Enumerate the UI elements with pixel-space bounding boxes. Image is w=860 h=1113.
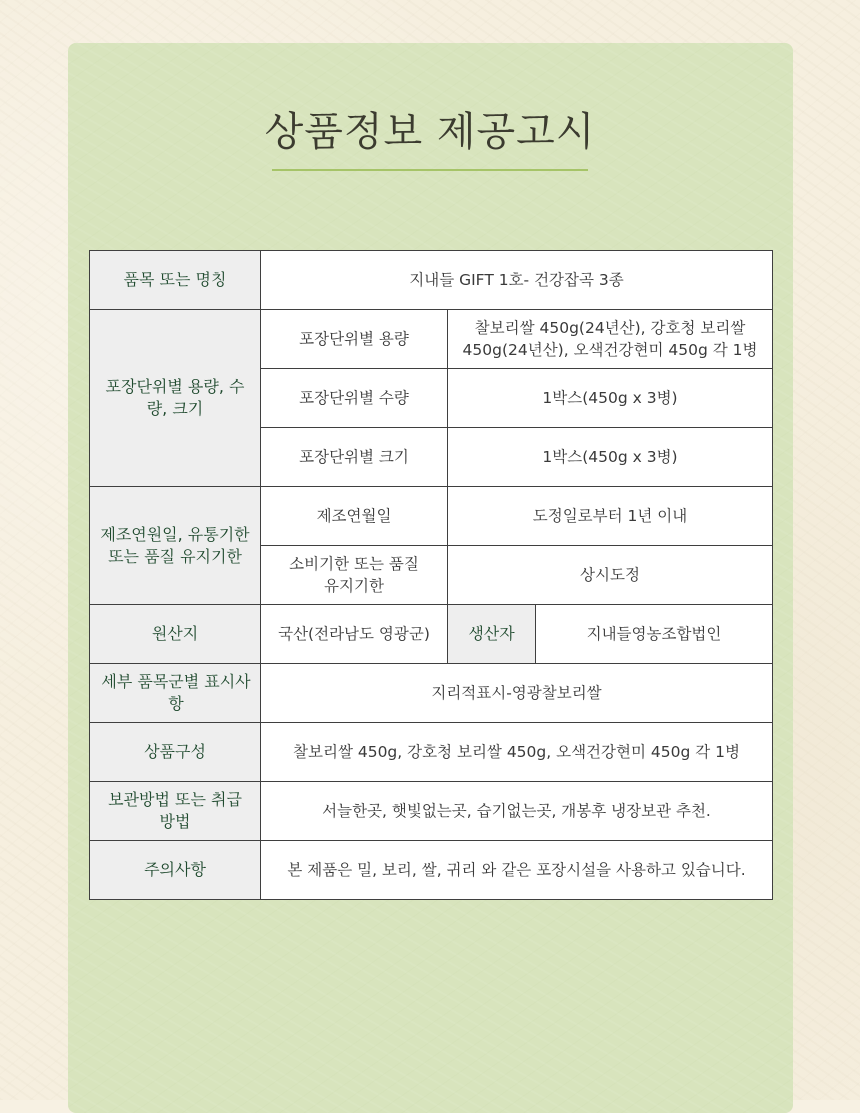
pack-size-value: 1박스(450g x 3병) [448,428,773,487]
table-row [90,487,773,546]
pack-capacity-value: 찰보리쌀 450g(24년산), 강호청 보리쌀 450g(24년산), 오색건강현미 450g 각 1병 [448,310,773,369]
table-row [90,782,773,841]
pack-capacity-label: 포장단위별 용량 [261,310,448,369]
page-title: 상품정보 제공고시 [264,109,596,155]
storage-label [90,782,261,841]
pack-label [90,310,261,487]
table-row [90,723,773,782]
expiry-value: 상시도정 [448,546,773,605]
table-row [90,251,773,310]
mfg-date-value: 도정일로부터 1년 이내 [448,487,773,546]
date-label [90,487,261,605]
name-label: 품목 또는 명칭 [90,251,261,310]
composition-label: 상품구성 [90,723,261,782]
title-underline [272,169,588,171]
pack-quantity-label: 포장단위별 수량 [261,369,448,428]
table-row [90,310,773,369]
producer-value: 지내들영농조합법인 [536,605,773,664]
expiry-label [261,546,448,605]
pack-size-label: 포장단위별 크기 [261,428,448,487]
product-info-table [89,250,773,900]
expiry-label-text: 소비기한 또는 품질유지기한 [289,555,419,595]
origin-value: 국산(전라남도 영광군) [261,605,448,664]
table-row [90,841,773,900]
mfg-date-label: 제조연월일 [261,487,448,546]
storage-value: 서늘한곳, 햇빛없는곳, 습기없는곳, 개봉후 냉장보관 추천. [261,782,773,841]
detail-label [90,664,261,723]
origin-label: 원산지 [90,605,261,664]
pack-label-text: 포장단위별 용량, 수량, 크기 [105,377,245,418]
detail-value: 지리적표시-영광찰보리쌀 [261,664,773,723]
table-row [90,664,773,723]
pack-quantity-value: 1박스(450g x 3병) [448,369,773,428]
date-label-text: 제조연원일, 유통기한 또는 품질 유지기한 [100,524,250,566]
detail-label-text: 세부 품목군별 표시사항 [101,672,251,713]
producer-label: 생산자 [448,605,536,664]
storage-label-text: 보관방법 또는 취급방법 [108,790,242,831]
table-row [90,605,773,664]
caution-label: 주의사항 [90,841,261,900]
name-value: 지내들 GIFT 1호- 건강잡곡 3종 [261,251,773,310]
caution-value: 본 제품은 밀, 보리, 쌀, 귀리 와 같은 포장시설을 사용하고 있습니다. [261,841,773,900]
composition-value: 찰보리쌀 450g, 강호청 보리쌀 450g, 오색건강현미 450g 각 1병 [261,723,773,782]
